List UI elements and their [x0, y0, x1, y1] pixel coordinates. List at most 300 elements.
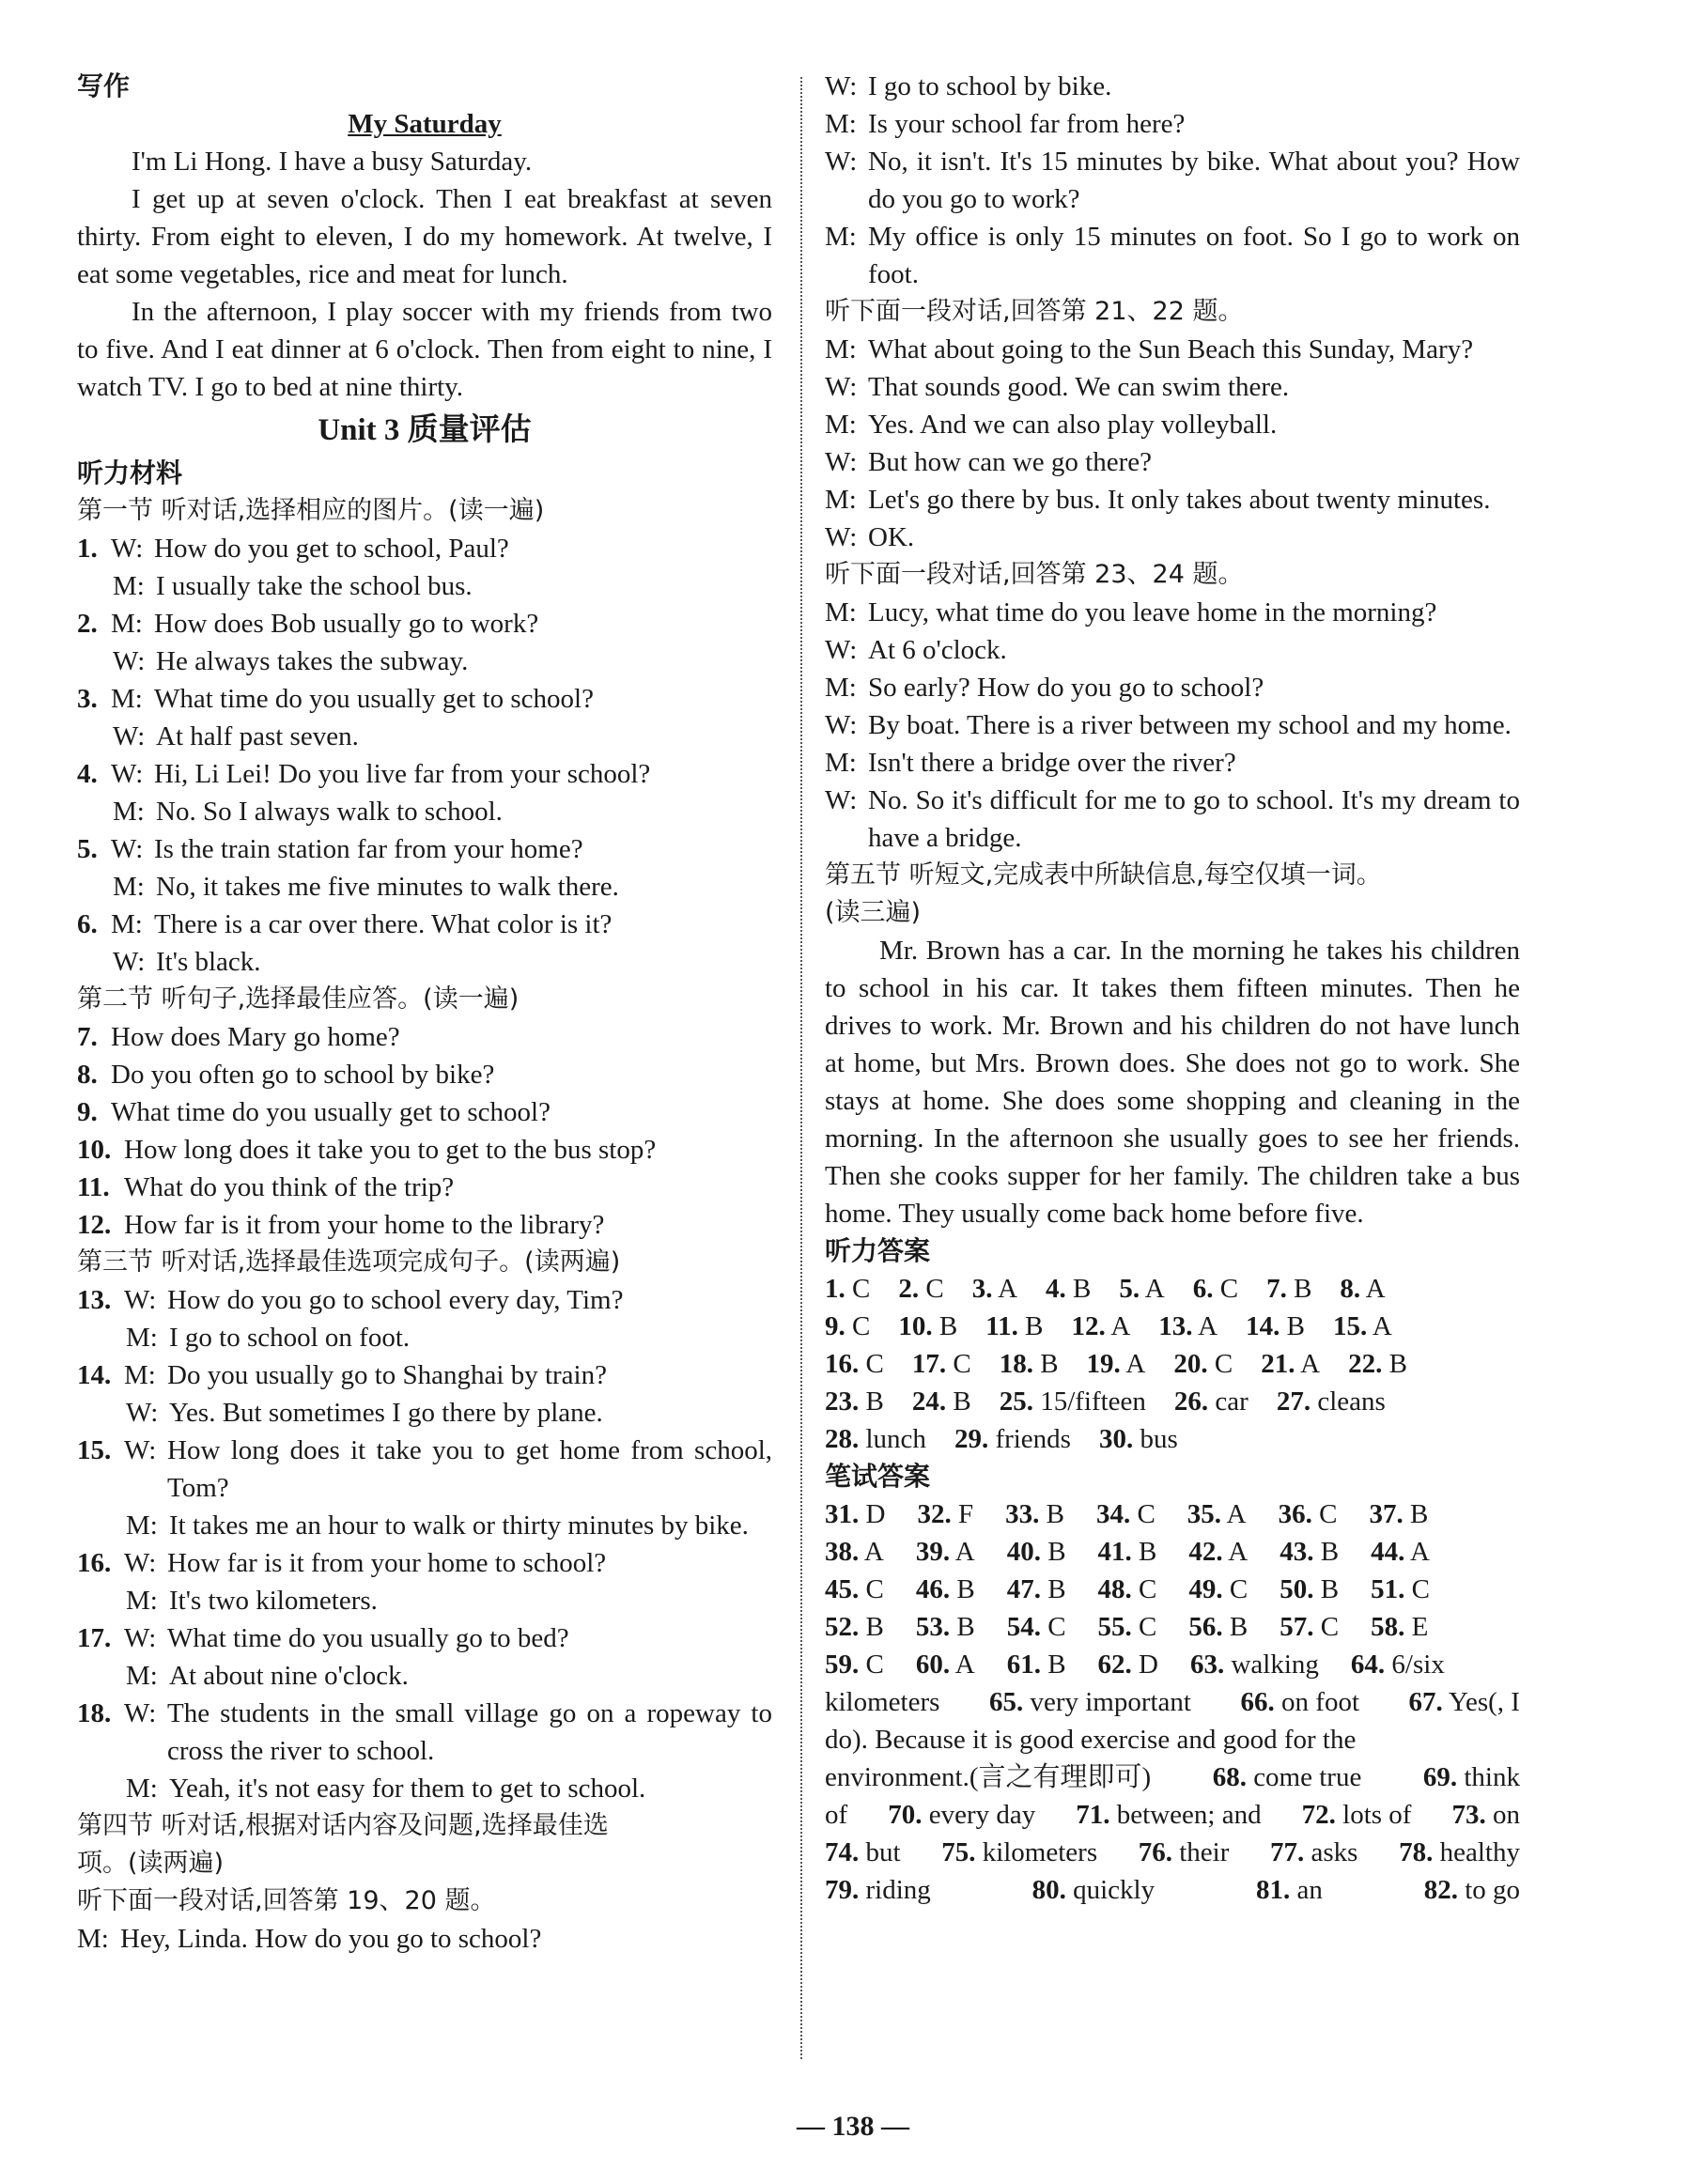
answer-item [825, 1533, 884, 1571]
answer-value: on foot [1274, 1687, 1359, 1717]
answer-number: 71. [1076, 1800, 1110, 1830]
answer-value: B [1286, 1274, 1312, 1304]
dialogue-line [825, 744, 1520, 782]
question-number: 16. [77, 1548, 112, 1578]
answer-number: 22. [1348, 1349, 1383, 1379]
section-3-heading: 第三节 听对话,选择最佳选项完成句子。(读两遍) [77, 1247, 621, 1277]
answer-row [825, 1646, 1520, 1683]
answer-value: B [1403, 1499, 1429, 1529]
dialogue-text: How does Bob usually go to work? [154, 609, 539, 639]
dialogue-line [77, 1319, 772, 1356]
speaker: W: [124, 1698, 157, 1728]
answer-number: 58. [1371, 1612, 1405, 1642]
answer-value: asks [1304, 1837, 1358, 1867]
speaker: M: [113, 797, 145, 827]
dialogue-text: By boat. There is a river between my school and my home. [868, 710, 1512, 740]
answer-row [825, 1683, 1520, 1721]
answer-value: car [1208, 1386, 1248, 1417]
answer-item [912, 1383, 971, 1420]
answer-number: 30. [1098, 1424, 1134, 1454]
dialogue-line [77, 1770, 772, 1807]
speaker: M: [111, 609, 143, 639]
essay-paragraph-1: I'm Li Hong. I have a busy Saturday. [132, 147, 533, 177]
answer-number: 62. [1097, 1650, 1132, 1680]
answer-item [825, 1721, 1356, 1758]
answer-value: D [859, 1499, 886, 1529]
dialogue-text: My office is only 15 minutes on foot. So I go to work on foot. [868, 222, 1520, 289]
dialogue-text: At 6 o'clock. [868, 635, 1007, 665]
question-number: 1. [77, 534, 98, 564]
answer-number: 50. [1280, 1574, 1314, 1604]
speaker: M: [111, 909, 143, 939]
dialogue-line [77, 680, 772, 718]
question-item [77, 1093, 772, 1131]
answer-item [1174, 1383, 1248, 1420]
question-item [77, 1206, 772, 1244]
answer-item [1076, 1796, 1261, 1834]
answer-value: B [950, 1612, 975, 1642]
answer-number: 20. [1173, 1349, 1208, 1379]
answer-row [825, 1345, 1520, 1383]
dialogue-text: Let's go there by bus. It only takes about twenty minutes. [868, 485, 1491, 515]
answer-number: 57. [1280, 1612, 1314, 1642]
question-number: 15. [77, 1435, 112, 1465]
answer-value: cleans [1311, 1386, 1386, 1417]
dialogue-text: No, it isn't. It's 15 minutes by bike. What about you? How do you go to work? [868, 147, 1520, 214]
answer-value: A [1222, 1537, 1248, 1567]
answer-value: A [859, 1537, 884, 1567]
speaker: M: [825, 410, 857, 440]
answer-number: 19. [1086, 1349, 1121, 1379]
answer-item [825, 1646, 884, 1683]
dialogue-text: It's black. [156, 947, 261, 977]
answer-item [825, 1345, 884, 1383]
dialogue-line [825, 406, 1520, 443]
answer-value: healthy [1433, 1837, 1520, 1867]
answer-item [825, 1495, 885, 1533]
dialogue-text: Yes. And we can also play volleyball. [868, 410, 1278, 440]
answer-number: 61. [1006, 1650, 1041, 1680]
dialogue-text: That sounds good. We can swim there. [868, 372, 1290, 402]
answer-item [1348, 1345, 1407, 1383]
speaker: W: [825, 710, 858, 740]
dialogue-23-24 [825, 594, 1520, 857]
answer-number: 25. [999, 1386, 1033, 1417]
dialogue-text: There is a car over there. What color is it? [154, 909, 613, 939]
answer-number: 53. [915, 1612, 951, 1642]
listening-answers [825, 1270, 1520, 1458]
answer-number: 29. [954, 1424, 989, 1454]
dialogue-text: It's two kilometers. [169, 1586, 378, 1616]
answer-item [1340, 1270, 1385, 1308]
speaker: M: [113, 571, 145, 601]
answer-row [825, 1495, 1520, 1533]
speaker: M: [825, 334, 857, 364]
answer-value: quickly [1065, 1875, 1155, 1905]
dialogue-text: Isn't there a bridge over the river? [868, 748, 1236, 778]
dialogue-line [825, 631, 1520, 669]
dialogue-text: OK. [868, 522, 915, 552]
dialogue-line [77, 1281, 772, 1319]
answer-number: 26. [1173, 1386, 1209, 1417]
dialogue-line [825, 706, 1520, 744]
answer-value: B [1040, 1574, 1066, 1604]
dialogue-line [77, 1394, 772, 1432]
answer-item [825, 1270, 870, 1308]
dialogue-text: What time do you usually get to school? [154, 684, 594, 714]
answer-row [825, 1420, 1520, 1458]
section-1-heading: 第一节 听对话,选择相应的图片。(读一遍) [77, 496, 545, 525]
answer-number: 23. [825, 1386, 860, 1417]
answer-value: B [1382, 1349, 1407, 1379]
dialogue-text: The students in the small village go on a ropeway to cross the river to school. [167, 1698, 772, 1766]
speaker: M: [825, 673, 857, 703]
answer-value: come true [1246, 1762, 1362, 1792]
answer-item [1099, 1420, 1178, 1458]
answer-item [1007, 1533, 1066, 1571]
answer-number: 80. [1031, 1875, 1066, 1905]
question-number: 5. [77, 834, 98, 864]
dialogue-text: Hey, Linda. How do you go to school? [120, 1924, 542, 1954]
dialogue-line [77, 1544, 772, 1582]
speaker: M: [126, 1774, 158, 1804]
answer-value: B [1040, 1650, 1066, 1680]
dialogue-line [825, 105, 1520, 143]
answer-item [1098, 1533, 1157, 1571]
speaker: M: [77, 1924, 109, 1954]
answer-item [1280, 1571, 1339, 1608]
answer-item [1007, 1608, 1066, 1646]
answer-number: 14. [1246, 1311, 1280, 1341]
answer-item [1188, 1608, 1248, 1646]
answer-value: walking [1224, 1650, 1319, 1680]
speaker: M: [825, 748, 857, 778]
answer-item [1246, 1308, 1305, 1345]
dialogue-19-20 [825, 68, 1520, 293]
answer-number: 8. [1340, 1274, 1361, 1304]
speaker: W: [111, 534, 144, 564]
question-text: How far is it from your home to the library? [124, 1210, 605, 1240]
answer-item [1280, 1608, 1339, 1646]
answer-number: 35. [1186, 1499, 1222, 1529]
answer-number: 13. [1158, 1311, 1193, 1341]
section-5-heading-line-2: (读三遍) [825, 898, 922, 927]
speaker: M: [126, 1586, 158, 1616]
answer-value: between; and [1109, 1800, 1262, 1830]
answer-value: C [946, 1349, 971, 1379]
answer-value: B [1032, 1349, 1059, 1379]
answer-value: C [859, 1349, 884, 1379]
answer-item [825, 1420, 926, 1458]
answer-item [825, 1308, 870, 1345]
answer-item [917, 1495, 973, 1533]
answer-value: C [919, 1274, 944, 1304]
essay-paragraph-2: I get up at seven o'clock. Then I eat breakfast at seven thirty. From eight to eleven, I do my homework. At twelve, I eat some vegetables, rice and meat for lunch. [77, 184, 772, 289]
answer-value: A [1140, 1274, 1165, 1304]
answer-row [825, 1758, 1520, 1796]
dialogue-text: Is your school far from here? [868, 109, 1186, 139]
answer-item [1139, 1834, 1230, 1871]
answer-number: 15. [1332, 1311, 1368, 1341]
answer-value: B [1222, 1612, 1248, 1642]
answer-number: 73. [1451, 1800, 1486, 1830]
answer-item [1371, 1571, 1430, 1608]
dialogue-text: I go to school on foot. [169, 1323, 411, 1353]
answer-number: 77. [1270, 1837, 1305, 1867]
dialogue-line [77, 793, 772, 830]
speaker: W: [111, 759, 144, 789]
answer-value: C [1131, 1612, 1157, 1642]
dialogue-line [825, 481, 1520, 519]
answer-item [912, 1345, 971, 1383]
answer-value: B [950, 1574, 975, 1604]
dialogue-text: It takes me an hour to walk or thirty minutes by bike. [169, 1510, 749, 1541]
question-number: 6. [77, 909, 98, 939]
answer-item [1279, 1495, 1338, 1533]
answer-item [1424, 1871, 1520, 1909]
answer-value: F [951, 1499, 974, 1529]
answer-value: B [1040, 1537, 1066, 1567]
answer-number: 27. [1276, 1386, 1311, 1417]
dialogue-line [77, 530, 772, 567]
dialogue-line [825, 143, 1520, 218]
answer-value: B [1313, 1574, 1340, 1604]
answer-item [1241, 1683, 1359, 1721]
answer-value: B [1313, 1537, 1340, 1567]
answer-item [1087, 1345, 1146, 1383]
answer-item [1369, 1495, 1428, 1533]
answer-number: 40. [1006, 1537, 1041, 1567]
column-divider [800, 77, 802, 2059]
dialogue-text: No. So I always walk to school. [156, 797, 503, 827]
dialogue-21-22 [825, 331, 1520, 556]
dialogue-line [77, 718, 772, 755]
answer-number: 3. [971, 1274, 993, 1304]
section-4-heading-line-2: 项。(读两遍) [77, 1849, 225, 1878]
dialogue-line [77, 1695, 772, 1770]
answer-row [825, 1608, 1520, 1646]
answer-value: B [1017, 1311, 1044, 1341]
answer-number: 81. [1255, 1875, 1291, 1905]
answer-item [1032, 1871, 1155, 1909]
answer-value: friends [988, 1424, 1071, 1454]
dialogue-text: But how can we go there? [868, 447, 1152, 477]
answer-item [1000, 1345, 1059, 1383]
answer-row [825, 1834, 1520, 1871]
answer-value: environment.(言之有理即可) [825, 1762, 1152, 1792]
answer-item [1096, 1495, 1155, 1533]
dialogue-line [77, 1356, 772, 1394]
answer-item [825, 1758, 1151, 1796]
speaker: M: [126, 1661, 158, 1691]
answer-value: A [950, 1650, 975, 1680]
answer-item [941, 1834, 1097, 1871]
dialogue-line [77, 605, 772, 643]
answer-number: 46. [915, 1574, 951, 1604]
answer-number: 18. [999, 1349, 1033, 1379]
answer-item [1399, 1834, 1520, 1871]
answer-number: 65. [988, 1687, 1024, 1717]
speaker: W: [124, 1435, 157, 1465]
answer-item [1007, 1571, 1066, 1608]
answer-item [898, 1308, 957, 1345]
q19-20-intro: 听下面一段对话,回答第 19、20 题。 [77, 1886, 496, 1915]
answer-value: of [825, 1800, 848, 1830]
answer-number: 41. [1097, 1537, 1132, 1567]
listening-passage: Mr. Brown has a car. In the morning he takes his children to school in his car. It takes them fifteen minutes. Then he drives to work. Mr. Brown and his children do not have lunch at home, but Mrs. Brown does. She does not go to work. She stays at home. She does some shopping and cleaning in the morning. In the afternoon she usually goes to see her friends. Then she cooks supper for her family. The children take a bus home. They usually come back home before five. [825, 936, 1520, 1229]
speaker: W: [124, 1623, 157, 1653]
answer-number: 31. [825, 1499, 860, 1529]
answer-item [888, 1796, 1035, 1834]
dialogue-text: Hi, Li Lei! Do you live far from your school? [154, 759, 651, 789]
speaker: M: [111, 684, 143, 714]
answer-number: 49. [1188, 1574, 1223, 1604]
answer-item [1071, 1308, 1130, 1345]
writing-label: 写作 [77, 70, 131, 101]
answer-value: A [992, 1274, 1018, 1304]
answer-item [1261, 1345, 1320, 1383]
answer-value: C [1130, 1499, 1155, 1529]
answer-number: 2. [898, 1274, 920, 1304]
dialogue-line [825, 594, 1520, 631]
answer-item [1158, 1308, 1217, 1345]
answer-value: their [1171, 1837, 1230, 1867]
answer-item [825, 1796, 847, 1834]
answer-row [825, 1533, 1520, 1571]
answer-value: A [1120, 1349, 1146, 1379]
dialogue-text: No, it takes me five minutes to walk there. [156, 872, 619, 902]
dialogue-text: He always takes the subway. [156, 646, 469, 676]
answer-number: 38. [825, 1537, 860, 1567]
speaker: W: [113, 721, 146, 751]
answer-item [1098, 1608, 1157, 1646]
dialogue-line [77, 1432, 772, 1507]
question-number: 14. [77, 1360, 112, 1390]
answer-number: 24. [911, 1386, 947, 1417]
answer-number: 66. [1240, 1687, 1275, 1717]
dialogue-text: No. So it's difficult for me to go to school. It's my dream to have a bridge. [868, 785, 1520, 853]
answer-number: 75. [941, 1837, 976, 1867]
answer-value: A [1105, 1311, 1131, 1341]
answer-value: an [1290, 1875, 1323, 1905]
answer-number: 63. [1189, 1650, 1225, 1680]
answer-row [825, 1721, 1520, 1758]
speaker: W: [825, 147, 858, 177]
answer-number: 72. [1301, 1800, 1336, 1830]
dialogue-line [825, 782, 1520, 857]
answer-value: do). Because it is good exercise and good for the [825, 1725, 1357, 1755]
answer-number: 9. [825, 1311, 845, 1341]
answer-value: kilometers [975, 1837, 1098, 1867]
answer-value: A [1360, 1274, 1386, 1304]
answer-row [825, 1308, 1520, 1345]
answer-value: C [845, 1274, 871, 1304]
answer-value: A [1367, 1311, 1392, 1341]
q23-24-intro: 听下面一段对话,回答第 23、24 题。 [825, 560, 1244, 589]
question-number: 13. [77, 1285, 112, 1315]
answer-value: lunch [859, 1424, 926, 1454]
answer-number: 6. [1192, 1274, 1214, 1304]
speaker: M: [825, 597, 857, 627]
answer-item [825, 1871, 931, 1909]
dialogue-text: Is the train station far from your home? [154, 834, 583, 864]
answer-item [1187, 1495, 1247, 1533]
section-2-heading: 第二节 听句子,选择最佳应答。(读一遍) [77, 984, 520, 1014]
section-4-heading-line-1: 第四节 听对话,根据对话内容及问题,选择最佳选 [77, 1811, 609, 1840]
answer-value: on [1485, 1800, 1520, 1830]
answer-value: B [946, 1386, 971, 1417]
dialogue-line [825, 519, 1520, 556]
dialogue-text: At half past seven. [156, 721, 359, 751]
answer-number: 51. [1371, 1574, 1405, 1604]
answer-item [916, 1571, 975, 1608]
answer-number: 42. [1188, 1537, 1223, 1567]
answer-number: 28. [825, 1424, 860, 1454]
dialogue-line [77, 1582, 772, 1619]
dialogue-text: So early? How do you go to school? [868, 673, 1264, 703]
speaker: W: [825, 71, 858, 101]
answer-item [1302, 1796, 1412, 1834]
question-item [77, 1018, 772, 1056]
answer-item [825, 1683, 939, 1721]
answer-value: B [859, 1612, 884, 1642]
answer-item [1188, 1571, 1248, 1608]
answer-value: C [1213, 1274, 1239, 1304]
section-5-heading-line-1: 第五节 听短文,完成表中所缺信息,每空仅填一词。 [825, 860, 1382, 890]
essay-title: My Saturday [348, 109, 502, 139]
speaker: W: [111, 834, 144, 864]
question-number: 9. [77, 1097, 98, 1127]
answer-item [1190, 1646, 1319, 1683]
answer-row [825, 1871, 1520, 1909]
speaker: W: [825, 785, 858, 815]
answer-row [825, 1571, 1520, 1608]
answer-item [1277, 1383, 1386, 1420]
speaker: W: [825, 522, 858, 552]
answer-number: 21. [1261, 1349, 1295, 1379]
answer-item [1266, 1270, 1311, 1308]
answer-item [1173, 1345, 1233, 1383]
answer-item [1000, 1383, 1146, 1420]
answer-item [1256, 1871, 1323, 1909]
answer-number: 32. [917, 1499, 952, 1529]
dialogue-line [77, 1920, 772, 1958]
speaker: M: [825, 109, 857, 139]
question-number: 3. [77, 684, 98, 714]
listening-material-label: 听力材料 [77, 457, 183, 488]
answer-number: 52. [825, 1612, 860, 1642]
answer-value: riding [859, 1875, 931, 1905]
answer-value: B [859, 1386, 884, 1417]
dialogue-text: What about going to the Sun Beach this Sunday, Mary? [868, 334, 1474, 364]
speaker: M: [825, 485, 857, 515]
answer-value: C [1207, 1349, 1233, 1379]
answer-item [972, 1270, 1017, 1308]
question-item [77, 1169, 772, 1206]
answer-value: B [1131, 1537, 1157, 1567]
right-column [825, 68, 1520, 1909]
answer-item [1423, 1758, 1520, 1796]
dialogue-line [77, 1507, 772, 1544]
answer-item [1280, 1533, 1339, 1571]
question-number: 10. [77, 1135, 112, 1165]
dialogue-line [77, 755, 772, 793]
dialogue-line [825, 443, 1520, 481]
answer-item [916, 1533, 975, 1571]
dialogue-line [77, 1619, 772, 1657]
answer-number: 56. [1188, 1612, 1223, 1642]
answer-number: 67. [1408, 1687, 1443, 1717]
